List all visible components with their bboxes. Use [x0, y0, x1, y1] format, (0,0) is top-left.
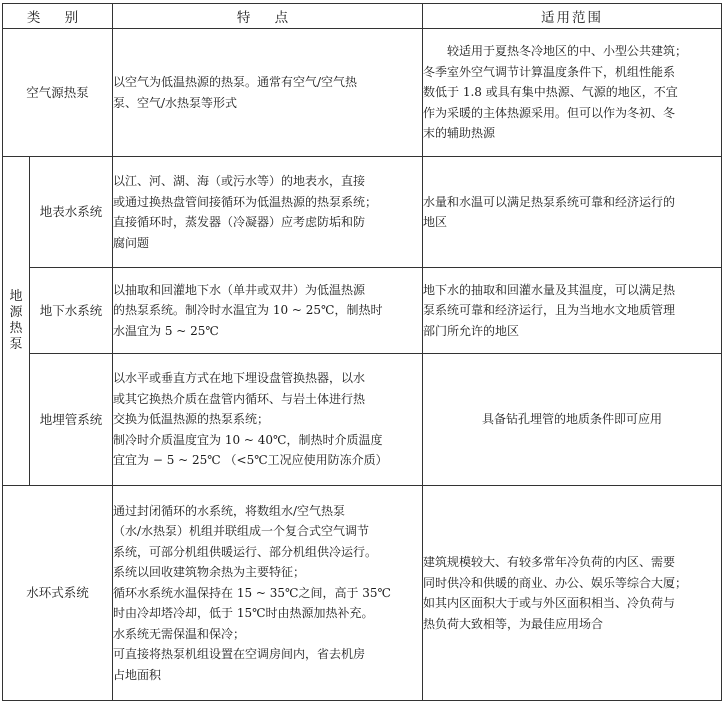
- row-scope: [423, 486, 722, 701]
- text-line: 系统，可部分机组供暖运行、部分机组供冷运行。: [113, 544, 378, 559]
- header-row: [3, 4, 722, 29]
- text-line: 水量和水温可以满足热泵系统可靠和经济运行的: [423, 194, 676, 209]
- table-row: [3, 157, 722, 268]
- text-line: 直接循环时，蒸发器（冷凝器）应考虑防垢和防: [113, 215, 366, 229]
- row-features: [113, 157, 423, 268]
- row-category: 地表水系统: [30, 157, 113, 268]
- text-line: 腐问题: [113, 235, 150, 250]
- text-line: 可直接将热泵机组设置在空调房间内，省去机房: [113, 647, 366, 662]
- text-line: 水系统无需保温和保冷；: [113, 626, 246, 641]
- text-line: 水温宜为 5 ~ 25℃: [113, 323, 219, 338]
- header-features: 特 点: [113, 4, 423, 29]
- row-features: [113, 486, 423, 701]
- text-line: 泵系统可靠和经济运行，且为当地水文地质管理: [423, 303, 676, 318]
- text-line: 以空气为低温热源的热泵。通常有空气/空气热: [113, 75, 358, 89]
- text-line: 如其内区面积大于或与外区面积相当、冷负荷与: [423, 596, 676, 610]
- row-features: [113, 268, 423, 354]
- text-line: 时由冷却塔冷却，低于 15℃时由热源加热补充。: [113, 606, 374, 621]
- row-scope: [423, 268, 722, 354]
- table-row: [3, 354, 722, 486]
- text-line: 冬季室外空气调节计算温度条件下，机组性能系: [423, 64, 676, 79]
- text-line: 通过封闭循环的水系统，将数组水/空气热泵: [113, 503, 346, 518]
- text-line: （水/水热泵）机组并联组成一个复合式空气调节: [113, 524, 370, 539]
- group-label-text: 地源热泵: [9, 289, 23, 352]
- row-features: [113, 29, 423, 157]
- row-scope: [423, 29, 722, 157]
- heat-pump-table: [2, 3, 722, 701]
- text-line: 占地面积: [113, 667, 162, 682]
- text-line: 建筑规模较大、有较多常年冷负荷的内区、需要: [423, 555, 676, 569]
- table-row: [3, 268, 722, 354]
- row-scope: [423, 157, 722, 268]
- text-line: 泵、空气/水热泵等形式: [113, 95, 238, 110]
- table-row: [3, 29, 722, 157]
- text-line: 数低于 1.8 或具有集中热源、气源的地区，不宜: [423, 85, 678, 100]
- header-scope: 适用范围: [423, 4, 722, 29]
- text-line: 或其它换热介质在盘管内循环、与岩土体进行热: [113, 391, 366, 406]
- table-row: [3, 486, 722, 701]
- text-line: 循环水系统水温保持在 15 ~ 35℃之间，高于 35℃: [113, 585, 391, 600]
- row-features: [113, 354, 423, 486]
- row-category: 空气源热泵: [3, 29, 113, 157]
- text-line: 以水平或垂直方式在地下埋设盘管换热器，以水: [113, 371, 366, 386]
- row-category: 地埋管系统: [30, 354, 113, 486]
- text-line: 或通过换热盘管间接循环为低温热源的热泵系统；: [113, 194, 378, 209]
- text-line: 作为采暖的主体热源采用。但可以作为冬初、冬: [423, 105, 676, 120]
- header-category: 类 别: [3, 4, 113, 29]
- text-line: 末的辅助热源: [423, 126, 496, 141]
- text-line: 较适用于夏热冬冷地区的中、小型公共建筑；: [447, 44, 688, 59]
- text-line: 地区: [423, 215, 448, 229]
- text-line: 地下水的抽取和回灌水量及其温度，可以满足热: [423, 282, 676, 297]
- text-line: 宜宜为 − 5 ~ 25℃ （<5℃工况应使用防冻介质）: [113, 453, 388, 468]
- text-line: 部门所允许的地区: [423, 323, 520, 338]
- text-line: 以抽取和回灌地下水（单井或双井）为低温热源: [113, 282, 366, 297]
- text-line: 交换为低温热源的热泵系统；: [113, 412, 270, 427]
- row-scope: [423, 354, 722, 486]
- text-line: 以江、河、湖、海（或污水等）的地表水，直接: [113, 174, 366, 188]
- text-line: 系统以回收建筑物余热为主要特征；: [113, 565, 306, 580]
- row-category: 水环式系统: [3, 486, 113, 701]
- text-line: 的热泵系统。制冷时水温宜为 10 ~ 25℃，制热时: [113, 303, 383, 318]
- row-category: 地下水系统: [30, 268, 113, 354]
- text-line: 具备钻孔埋管的地质条件即可应用: [482, 412, 663, 427]
- text-line: 同时供冷和供暖的商业、办公、娱乐等综合大厦；: [423, 575, 688, 590]
- text-line: 制冷时介质温度宜为 10 ~ 40℃，制热时介质温度: [113, 432, 383, 447]
- group-label: [3, 157, 30, 486]
- text-line: 热负荷大致相等，为最佳应用场合: [423, 616, 604, 631]
